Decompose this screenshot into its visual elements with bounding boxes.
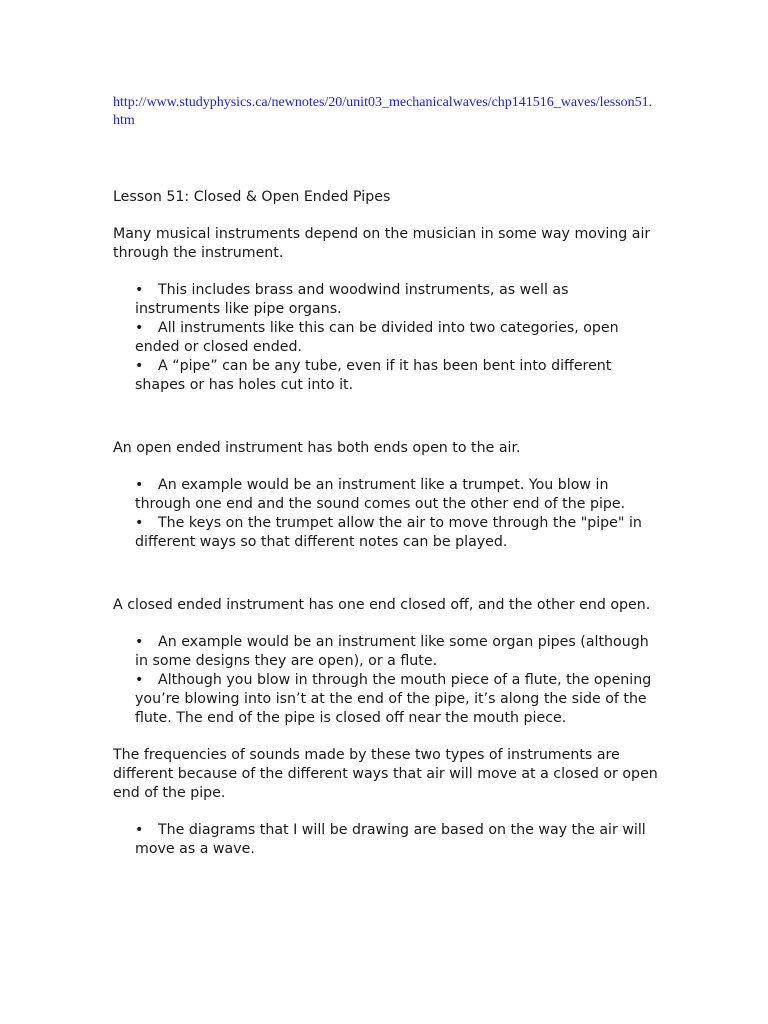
list-item	[135, 357, 658, 395]
list-item-text: Although you blow in through the mouth piece of a flute, the opening you’re blowing into isn’t at the end of the pipe, it’s along the side of the flute. The end of the pipe is closed off near the mouth piece.	[135, 672, 652, 726]
list-item	[135, 281, 658, 319]
diagrams-list	[113, 821, 658, 859]
bullet-icon: •	[135, 282, 144, 298]
source-url-link[interactable]: http://www.studyphysics.ca/newnotes/20/unit03_mechanicalwaves/chp141516_waves/lesson51.htm	[113, 95, 653, 128]
list-item-text: An example would be an instrument like some organ pipes (although in some designs they are open), or a flute.	[135, 634, 649, 669]
list-item-text: An example would be an instrument like a trumpet. You blow in through one end and the sound comes out the other end of the pipe.	[135, 477, 626, 512]
list-item	[135, 671, 658, 728]
bullet-icon: •	[135, 822, 144, 838]
bullet-icon: •	[135, 672, 144, 688]
frequencies-paragraph: The frequencies of sounds made by these two types of instruments are different because of the different ways that air will move at a closed or open end of the pipe.	[113, 747, 658, 801]
open-ended-paragraph: An open ended instrument has both ends open to the air.	[113, 440, 521, 456]
bullet-icon: •	[135, 515, 144, 531]
list-item-text: The diagrams that I will be drawing are based on the way the air will move as a wave.	[135, 822, 646, 857]
list-item	[135, 319, 658, 357]
bullet-icon: •	[135, 477, 144, 493]
closed-ended-list	[113, 633, 658, 728]
list-item-text: This includes brass and woodwind instruments, as well as instruments like pipe organs.	[135, 282, 569, 317]
lesson-title: Lesson 51: Closed & Open Ended Pipes	[113, 189, 391, 205]
instrument-facts-list	[113, 281, 658, 395]
document-page	[113, 94, 658, 859]
list-item-text: The keys on the trumpet allow the air to move through the "pipe" in different ways so that different notes can be played.	[135, 515, 642, 550]
list-item	[135, 821, 658, 859]
list-item	[135, 633, 658, 671]
list-item-text: A “pipe” can be any tube, even if it has been bent into different shapes or has holes cut into it.	[135, 358, 612, 393]
open-ended-list	[113, 476, 658, 552]
bullet-icon: •	[135, 358, 144, 374]
bullet-icon: •	[135, 634, 144, 650]
intro-paragraph: Many musical instruments depend on the musician in some way moving air through the instrument.	[113, 226, 651, 261]
list-item-text: All instruments like this can be divided into two categories, open ended or closed ended.	[135, 320, 619, 355]
list-item	[135, 476, 658, 514]
bullet-icon: •	[135, 320, 144, 336]
closed-ended-paragraph: A closed ended instrument has one end closed off, and the other end open.	[113, 597, 651, 613]
list-item	[135, 514, 658, 552]
